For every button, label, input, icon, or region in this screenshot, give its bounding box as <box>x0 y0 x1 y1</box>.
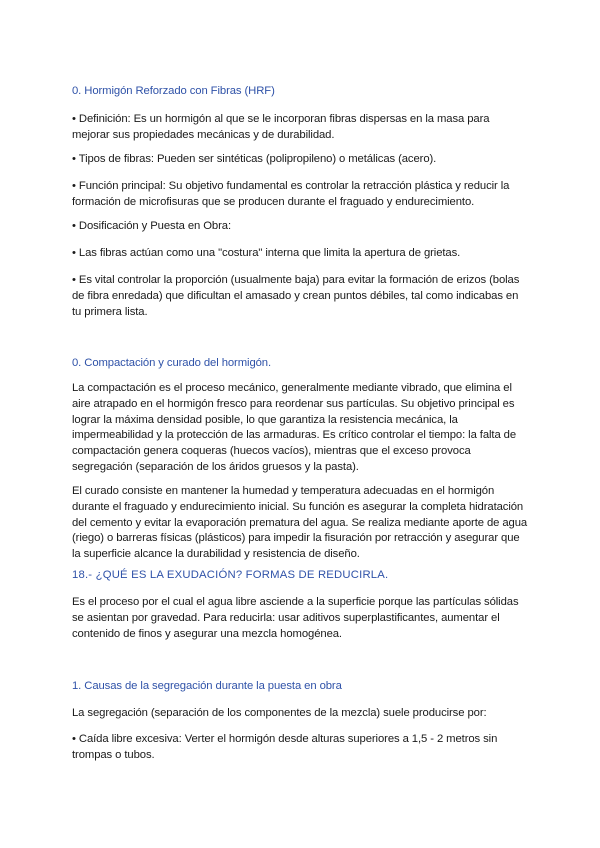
heading-compactacion: 0. Compactación y curado del hormigón. <box>72 357 272 369</box>
heading-exudacion: 18.- ¿QUÉ ES LA EXUDACIÓN? FORMAS DE REDUCIRLA. <box>72 569 389 581</box>
bullet-tipos-fibras: • Tipos de fibras: Pueden ser sintéticas (polipropileno) o metálicas (acero). <box>72 153 437 165</box>
bullet-funcion-principal: • Función principal: Su objetivo fundamental es controlar la retracción plástica y reducir la formación de microfisuras que se producen durante el fraguado y endurecimiento. <box>72 180 510 208</box>
heading-hrf: 0. Hormigón Reforzado con Fibras (HRF) <box>72 85 275 97</box>
paragraph-curado: El curado consiste en mantener la humedad y temperatura adecuadas en el hormigón durante el fraguado y endurecimiento inicial. Su función es asegurar la completa hidratación del cemento y evitar la evaporación prematura del agua. Se realiza mediante aporte de agua (riego) o barreras físicas (plásticos) para impedir la fisuración por retracción y asegurar que la superficie alcance la durabilidad y resistencia de diseño. <box>72 485 528 561</box>
bullet-definicion: • Definición: Es un hormigón al que se le incorporan fibras dispersas en la masa para mejorar sus propiedades mecánicas y de durabilidad. <box>72 113 490 141</box>
bullet-caida-libre: • Caída libre excesiva: Verter el hormigón desde alturas superiores a 1,5 - 2 metros sin trompas o tubos. <box>72 733 498 761</box>
paragraph-exudacion: Es el proceso por el cual el agua libre asciende a la superficie porque las partículas sólidas se asientan por gravedad. Para reducirla: usar aditivos superplastificantes, aumentar el contenido de finos y asegurar una mezcla homogénea. <box>72 596 519 640</box>
paragraph-compactacion: La compactación es el proceso mecánico, generalmente mediante vibrado, que elimina el aire atrapado en el hormigón fresco para reordenar sus partículas. Su objetivo principal es lograr la máxima densidad posible, lo que garantiza la resistencia mecánica, la impermeabilidad y la protección de las armaduras. Es crítico controlar el tiempo: la falta de compactación genera coqueras (huecos vacíos), mientras que el exceso provoca segregación (separación de los áridos gruesos y la pasta). <box>72 382 517 473</box>
bullet-costura: • Las fibras actúan como una "costura" interna que limita la apertura de grietas. <box>72 247 461 259</box>
heading-segregacion: 1. Causas de la segregación durante la puesta en obra <box>72 680 342 692</box>
paragraph-segregacion-intro: La segregación (separación de los componentes de la mezcla) suele producirse por: <box>72 707 487 719</box>
bullet-dosificacion: • Dosificación y Puesta en Obra: <box>72 220 231 232</box>
bullet-proporcion: • Es vital controlar la proporción (usualmente baja) para evitar la formación de erizos (bolas de fibra enredada) que dificultan el amasado y crean puntos débiles, tal como indicabas en tu primera lista. <box>72 274 520 318</box>
